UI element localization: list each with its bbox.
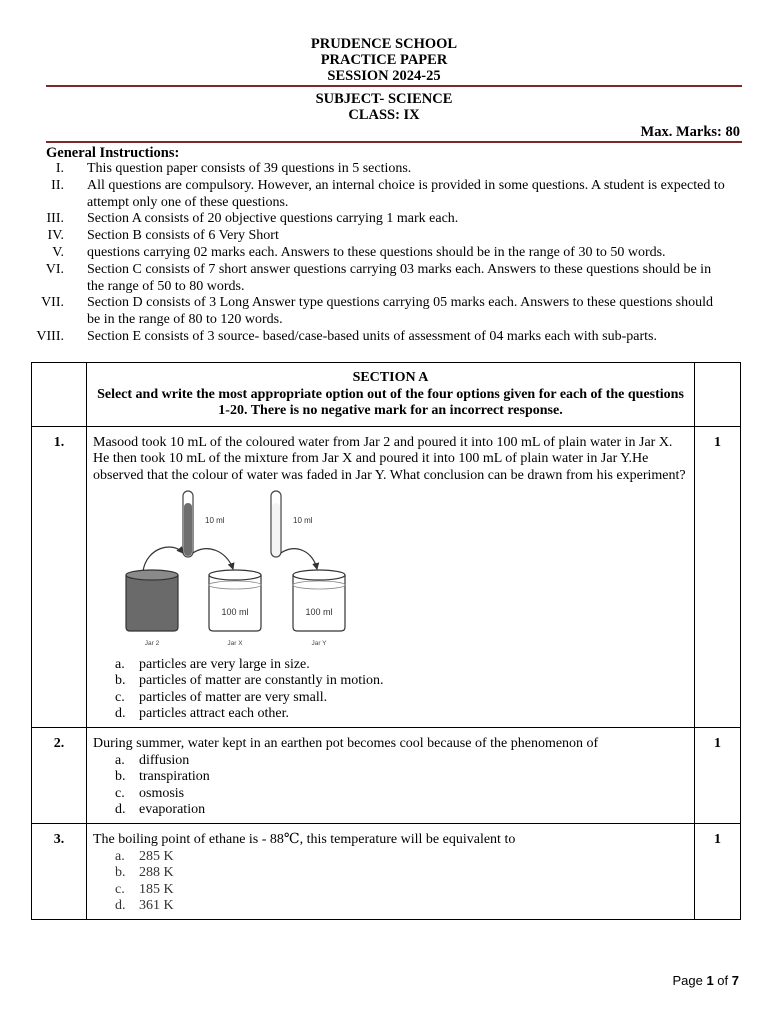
tube1-volume: 10 ml [205, 515, 225, 525]
options-list [93, 753, 686, 819]
option-c: c. 185 K [115, 881, 174, 897]
jar-y [293, 570, 345, 631]
tube2-volume: 10 ml [293, 515, 313, 525]
arrow-icon [143, 547, 183, 571]
jarx-label: Jar X [227, 639, 243, 647]
jary-volume: 100 ml [305, 606, 333, 617]
question-body [87, 426, 695, 727]
option-b: b. particles of matter are constantly in motion. [115, 673, 384, 689]
options-list [93, 849, 686, 915]
question-number: 1. [32, 426, 87, 727]
jary-label: Jar Y [311, 639, 327, 647]
option-b: b. 288 K [115, 865, 174, 881]
question-marks: 1 [695, 426, 741, 727]
question-number: 3. [32, 823, 87, 919]
instruction-item: VII. Section D consists of 3 Long Answer type questions carrying 05 marks each. Answers to these questions should be in the range of 80 to 120 words. [41, 295, 714, 328]
page-footer: Page 1 of 7 [672, 973, 739, 988]
jars-experiment-figure [121, 489, 351, 651]
question-row [32, 823, 741, 919]
instructions-list [30, 161, 750, 346]
instructions-divider [46, 141, 742, 143]
paper-title: PRACTICE PAPER [320, 52, 448, 68]
instruction-item: V. questions carrying 02 marks each. Answers to these questions should be in the range of 30 to 50 words. [52, 244, 666, 260]
instruction-item: VIII. Section E consists of 3 source- based/case-based units of assessment of 04 marks each with sub-parts. [36, 328, 657, 344]
option-a: a. 285 K [115, 848, 174, 864]
question-text: During summer, water kept in an earthen pot becomes cool because of the phenomenon of [93, 735, 599, 751]
question-row [32, 727, 741, 823]
question-marks: 1 [695, 727, 741, 823]
question-text: Masood took 10 mL of the coloured water from Jar 2 and poured it into 100 mL of plain water in Jar X. He then took 10 mL of the mixture from Jar X and poured it into 100 mL of plain water in Jar Y.He observed that the colour of water was faded in Jar Y. What conclusion can be drawn from his experiment? [93, 434, 686, 483]
question-body [87, 727, 695, 823]
section-instructions: Select and write the most appropriate option out of the four options given for each of the questions 1-20. There is no negative mark for an incorrect response. [97, 386, 684, 419]
session: SESSION 2024-25 [327, 68, 441, 84]
arrow-icon [281, 548, 317, 568]
question-table [31, 362, 741, 920]
option-a: a. diffusion [115, 752, 190, 768]
option-b: b. transpiration [115, 769, 210, 785]
option-d: d. particles attract each other. [115, 706, 290, 722]
instruction-item: III. Section A consists of 20 objective questions carrying 1 mark each. [46, 211, 459, 227]
arrow-icon [193, 548, 233, 568]
option-a: a. particles are very large in size. [115, 656, 310, 672]
instruction-item: IV. Section B consists of 6 Very Short [47, 228, 279, 244]
jar-x [209, 570, 261, 631]
test-tube-coloured [183, 491, 193, 557]
subject: SUBJECT- SCIENCE [315, 91, 453, 107]
option-c: c. particles of matter are very small. [115, 689, 328, 705]
section-header-row [32, 363, 741, 427]
school-name: PRUDENCE SCHOOL [310, 36, 458, 52]
section-title: SECTION A [352, 370, 429, 385]
section-header [87, 363, 695, 427]
class-label: CLASS: IX [348, 107, 420, 123]
question-text: The boiling point of ethane is - 88℃, this temperature will be equivalent to [93, 831, 516, 847]
jar2-label: Jar 2 [144, 639, 160, 647]
instruction-item: II. All questions are compulsory. However, an internal choice is provided in some questions. A student is expected to attempt only one of these questions. [51, 177, 725, 210]
instruction-item: VI. Section C consists of 7 short answer questions carrying 03 marks each. Answers to these questions should be in the range of 50 to 80 words. [45, 261, 712, 294]
instruction-item: I. This question paper consists of 39 questions in 5 sections. [55, 161, 412, 176]
jar-2 [126, 570, 178, 631]
instructions-title: General Instructions: [46, 145, 180, 161]
question-marks: 1 [695, 823, 741, 919]
question-row [32, 426, 741, 727]
header-divider [46, 85, 742, 87]
test-tube-clear [271, 491, 281, 557]
jarx-volume: 100 ml [221, 606, 249, 617]
options-list [93, 657, 686, 723]
question-body [87, 823, 695, 919]
option-d: d. evaporation [115, 802, 206, 818]
option-d: d. 361 K [115, 898, 174, 914]
max-marks: Max. Marks: 80 [640, 124, 740, 140]
question-number: 2. [32, 727, 87, 823]
option-c: c. osmosis [115, 785, 185, 801]
